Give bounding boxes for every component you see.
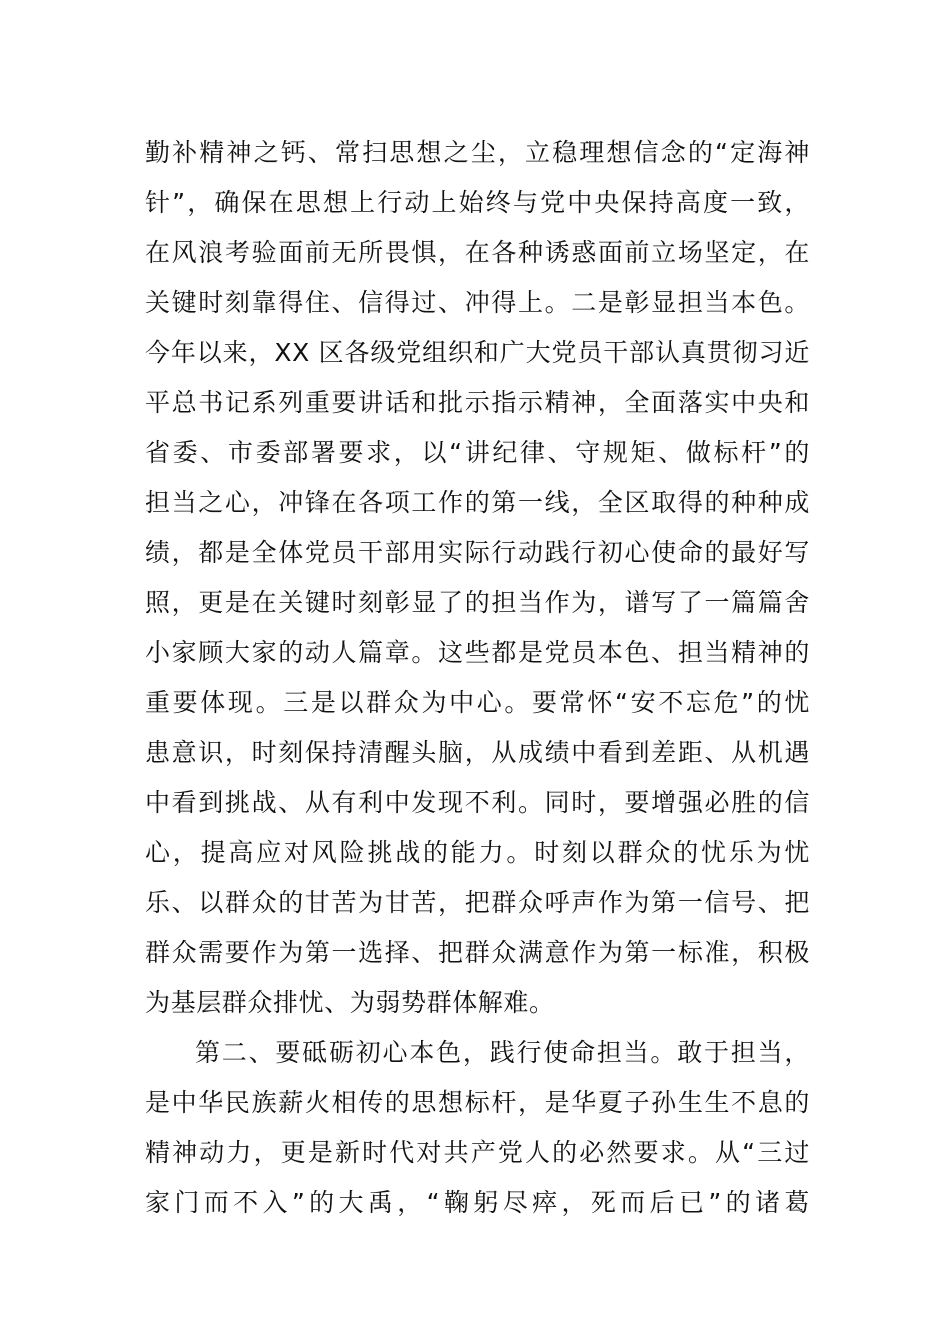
text-line-4: 关键时刻靠得住、信得过、冲得上。二是彰显担当本色。 — [145, 288, 810, 317]
text-line-18: 为基层群众排忧、为弱势群体解难。 — [145, 988, 555, 1017]
text-line-15: 心，提高应对风险挑战的能力。时刻以群众的忧乐为忧 — [145, 838, 810, 867]
text-line-21: 精神动力，更是新时代对共产党人的必然要求。从“三过 — [145, 1138, 810, 1167]
text-line-22: 家门而不入”的大禹，“鞠躬尽瘁，死而后已”的诸葛 — [145, 1188, 810, 1217]
text-line-13: 患意识，时刻保持清醒头脑，从成绩中看到差距、从机遇 — [145, 738, 810, 767]
text-line-14: 中看到挑战、从有利中发现不利。同时，要增强必胜的信 — [145, 788, 810, 817]
text-line-7: 省委、市委部署要求，以“讲纪律、守规矩、做标杆”的 — [145, 438, 810, 467]
text-line-1: 勤补精神之钙、常扫思想之尘，立稳理想信念的“定海神 — [145, 138, 810, 167]
paragraph-2-first-line: 第二、要砥砺初心本色，践行使命担当。敢于担当， — [195, 1038, 810, 1067]
text-line-6: 平总书记系列重要讲话和批示指示精神，全面落实中央和 — [145, 388, 810, 417]
text-line-12: 重要体现。三是以群众为中心。要常怀“安不忘危”的忧 — [145, 688, 810, 717]
text-line-20: 是中华民族薪火相传的思想标杆，是华夏子孙生生不息的 — [145, 1088, 810, 1117]
text-line-5: 今年以来，XX 区各级党组织和广大党员干部认真贯彻习近 — [145, 338, 810, 367]
text-line-2: 针”，确保在思想上行动上始终与党中央保持高度一致， — [145, 188, 810, 217]
text-line-16: 乐、以群众的甘苦为甘苦，把群众呼声作为第一信号、把 — [145, 888, 810, 917]
text-line-8: 担当之心，冲锋在各项工作的第一线，全区取得的种种成 — [145, 488, 810, 517]
text-line-17: 群众需要作为第一选择、把群众满意作为第一标准，积极 — [145, 938, 810, 967]
text-line-10: 照，更是在关键时刻彰显了的担当作为，谱写了一篇篇舍 — [145, 588, 810, 617]
text-line-3: 在风浪考验面前无所畏惧，在各种诱惑面前立场坚定，在 — [145, 238, 810, 267]
text-line-9: 绩，都是全体党员干部用实际行动践行初心使命的最好写 — [145, 538, 810, 567]
text-line-11: 小家顾大家的动人篇章。这些都是党员本色、担当精神的 — [145, 638, 810, 667]
